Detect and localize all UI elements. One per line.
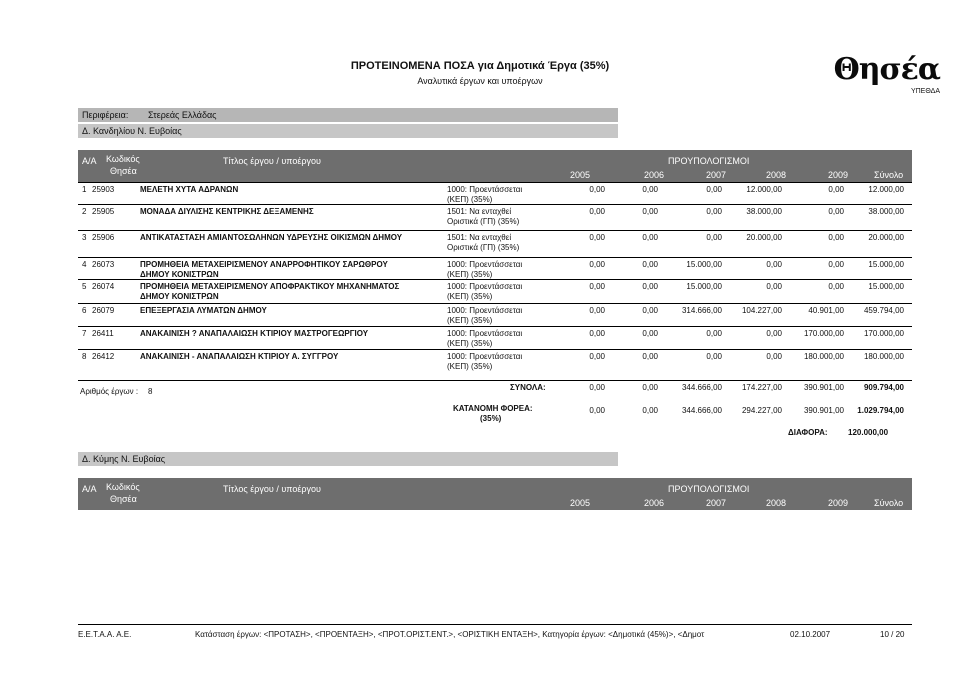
municipality-name: Δ. Κανδηλίου Ν. Ευβοίας (82, 126, 182, 136)
col-2009: 2009 (828, 170, 849, 180)
alloc-label: ΚΑΤΑΝΟΜΗ ΦΟΡΕΑ: (453, 404, 533, 413)
alloc-value: 344.666,00 (681, 406, 722, 415)
cell-v2005: 0,00 (589, 260, 605, 269)
col-owner: Θησέα (110, 166, 137, 176)
cell-v2005: 0,00 (589, 352, 605, 361)
row-divider (78, 257, 912, 258)
cell-v2007: 15.000,00 (686, 282, 722, 291)
col-total: Σύνολο (874, 498, 904, 508)
cell-v2005: 0,00 (589, 233, 605, 242)
cell-status: 1000: Προεντάσσεται (447, 306, 523, 315)
cell-code: 25903 (92, 185, 115, 194)
alloc-value: 1.029.794,00 (857, 406, 904, 415)
logo-subtext: ΥΠΕΘΔΑ (910, 88, 940, 95)
thisea-logo: Θησέα (833, 52, 940, 87)
cell-total: 38.000,00 (868, 207, 904, 216)
row-divider (78, 182, 912, 183)
cell-v2005: 0,00 (589, 185, 605, 194)
cell-v2007: 0,00 (706, 233, 722, 242)
cell-code: 26073 (92, 260, 115, 269)
cell-title: ΜΕΛΕΤΗ ΧΥΤΑ ΑΔΡΑΝΩΝ (140, 185, 239, 194)
col-2008: 2008 (766, 498, 787, 508)
col-2005: 2005 (570, 498, 591, 508)
cell-code: 26079 (92, 306, 115, 315)
totals-value: 0,00 (642, 383, 658, 392)
cell-status-line2: (ΚΕΠ) (35%) (447, 316, 493, 325)
cell-v2005: 0,00 (589, 306, 605, 315)
cell-v2009: 0,00 (828, 260, 844, 269)
col-budget: ΠΡΟΥΠΟΛΟΓΙΣΜΟΙ (668, 156, 750, 166)
project-count-label: Αριθμός έργων : (80, 387, 139, 396)
col-title: Τίτλος έργου / υποέργου (223, 484, 321, 494)
cell-aa: 8 (82, 352, 87, 361)
cell-v2006: 0,00 (642, 260, 658, 269)
totals-value: 909.794,00 (863, 383, 904, 392)
row-divider (78, 303, 912, 304)
cell-total: 15.000,00 (868, 282, 904, 291)
region-value: Στερεάς Ελλάδας (148, 110, 217, 120)
table-header-2 (78, 478, 912, 510)
cell-title: ΠΡΟΜΗΘΕΙΑ ΜΕΤΑΧΕΙΡΙΣΜΕΝΟΥ ΑΠΟΦΡΑΚΤΙΚΟΥ ΜΗΧΑΝΗΜΑΤΟΣ (140, 282, 400, 291)
cell-v2008: 0,00 (766, 352, 782, 361)
cell-code: 25906 (92, 233, 115, 242)
difference-label: ΔΙΑΦΟΡΑ: (788, 428, 828, 437)
cell-status-line2: (ΚΕΠ) (35%) (447, 362, 493, 371)
cell-status: 1501: Να ενταχθεί (447, 207, 512, 216)
cell-title: ΠΡΟΜΗΘΕΙΑ ΜΕΤΑΧΕΙΡΙΣΜΕΝΟΥ ΑΝΑΡΡΟΦΗΤΙΚΟΥ ΣΑΡΩΘΡΟΥ (140, 260, 388, 269)
cell-v2007: 314.666,00 (681, 306, 722, 315)
report-title: ΠΡΟΤΕΙΝΟΜΕΝΑ ΠΟΣΑ για Δημοτικά Έργα (35%) (350, 60, 610, 72)
cell-v2008: 38.000,00 (746, 207, 782, 216)
totals-value: 174.227,00 (741, 383, 782, 392)
cell-status: 1000: Προεντάσσεται (447, 352, 523, 361)
footer-filter: Κατάσταση έργων: <ΠΡΟΤΑΣΗ>, <ΠΡΟΕΝΤΑΞΗ>, <ΠΡΟΤ.ΟΡΙΣΤ.ΕΝΤ.>, <ΟΡΙΣΤΙΚΗ ΕΝΤΑΞΗ>, Κατηγορία έργων: <Δημοτικά (45%)>, <Δημοτ (195, 630, 705, 639)
cell-v2006: 0,00 (642, 233, 658, 242)
cell-v2009: 0,00 (828, 185, 844, 194)
cell-aa: 1 (82, 185, 87, 194)
footer-page: 10 / 20 (880, 630, 905, 639)
cell-title: ΕΠΕΞΕΡΓΑΣΙΑ ΛΥΜΑΤΩΝ ΔΗΜΟΥ (140, 306, 267, 315)
cell-v2009: 170.000,00 (803, 329, 844, 338)
totals-value: 390.901,00 (803, 383, 844, 392)
cell-status: 1501: Να ενταχθεί (447, 233, 512, 242)
cell-v2007: 0,00 (706, 329, 722, 338)
footer-org: Ε.Ε.Τ.Α.Α. Α.Ε. (78, 630, 132, 639)
cell-total: 12.000,00 (868, 185, 904, 194)
cell-v2008: 0,00 (766, 329, 782, 338)
row-divider (78, 349, 912, 350)
cell-v2009: 180.000,00 (803, 352, 844, 361)
cell-aa: 4 (82, 260, 87, 269)
report-subtitle: Αναλυτικά έργων και υποέργων (417, 76, 543, 86)
cell-aa: 2 (82, 207, 87, 216)
cell-status: 1000: Προεντάσσεται (447, 329, 523, 338)
cell-title: ΑΝΑΚΑΙΝΙΣΗ - ΑΝΑΠΑΛΑΙΩΣΗ ΚΤΙΡΙΟΥ Α. ΣΥΓΓΡΟΥ (140, 352, 339, 361)
col-aa: Α/Α (82, 484, 97, 494)
cell-v2007: 0,00 (706, 185, 722, 194)
cell-status-line2: (ΚΕΠ) (35%) (447, 339, 493, 348)
col-code: Κωδικός (106, 154, 140, 164)
cell-v2007: 0,00 (706, 207, 722, 216)
col-2009: 2009 (828, 498, 849, 508)
difference-value: 120.000,00 (848, 428, 889, 437)
col-owner: Θησέα (110, 494, 137, 504)
cell-total: 180.000,00 (863, 352, 904, 361)
col-budget: ΠΡΟΥΠΟΛΟΓΙΣΜΟΙ (668, 484, 750, 494)
cell-v2009: 0,00 (828, 207, 844, 216)
cell-status-line2: Οριστικά (ΓΠ) (35%) (447, 243, 520, 252)
cell-v2008: 0,00 (766, 260, 782, 269)
cell-v2006: 0,00 (642, 282, 658, 291)
cell-v2006: 0,00 (642, 306, 658, 315)
cell-status-line2: (ΚΕΠ) (35%) (447, 292, 493, 301)
row-divider (78, 326, 912, 327)
cell-status-line2: Οριστικά (ΓΠ) (35%) (447, 217, 520, 226)
cell-title: ΜΟΝΑΔΑ ΔΙΥΛΙΣΗΣ ΚΕΝΤΡΙΚΗΣ ΔΕΞΑΜΕΝΗΣ (140, 207, 314, 216)
cell-v2005: 0,00 (589, 282, 605, 291)
cell-aa: 5 (82, 282, 87, 291)
project-count: 8 (148, 387, 153, 396)
cell-v2007: 0,00 (706, 352, 722, 361)
col-aa: Α/Α (82, 156, 97, 166)
totals-label: ΣΥΝΟΛΑ: (510, 383, 546, 392)
row-divider (78, 230, 912, 231)
cell-status-line2: (ΚΕΠ) (35%) (447, 270, 493, 279)
cell-v2009: 40.901,00 (808, 306, 844, 315)
cell-aa: 7 (82, 329, 87, 338)
cell-v2006: 0,00 (642, 207, 658, 216)
col-2007: 2007 (706, 498, 727, 508)
cell-title-line2: ΔΗΜΟΥ ΚΟΝΙΣΤΡΩΝ (140, 270, 219, 279)
cell-code: 26074 (92, 282, 115, 291)
cell-v2009: 0,00 (828, 233, 844, 242)
table-header (78, 150, 912, 182)
footer-divider (78, 624, 912, 625)
cell-aa: 3 (82, 233, 87, 242)
cell-v2008: 20.000,00 (746, 233, 782, 242)
cell-v2009: 0,00 (828, 282, 844, 291)
col-code: Κωδικός (106, 482, 140, 492)
totals-value: 0,00 (589, 383, 605, 392)
col-total: Σύνολο (874, 170, 904, 180)
row-divider (78, 279, 912, 280)
cell-total: 170.000,00 (863, 329, 904, 338)
cell-status: 1000: Προεντάσσεται (447, 185, 523, 194)
cell-v2006: 0,00 (642, 352, 658, 361)
col-2006: 2006 (644, 498, 665, 508)
cell-code: 26411 (92, 329, 114, 338)
alloc-value: 0,00 (589, 406, 605, 415)
totals-value: 344.666,00 (681, 383, 722, 392)
cell-v2005: 0,00 (589, 207, 605, 216)
col-2005: 2005 (570, 170, 591, 180)
cell-status: 1000: Προεντάσσεται (447, 260, 523, 269)
cell-v2007: 15.000,00 (686, 260, 722, 269)
region-bar (78, 108, 618, 122)
alloc-value: 294.227,00 (741, 406, 782, 415)
cell-v2008: 12.000,00 (746, 185, 782, 194)
col-2008: 2008 (766, 170, 787, 180)
alloc-value: 0,00 (642, 406, 658, 415)
cell-v2006: 0,00 (642, 185, 658, 194)
cell-total: 15.000,00 (868, 260, 904, 269)
cell-status: 1000: Προεντάσσεται (447, 282, 523, 291)
row-divider (78, 204, 912, 205)
cell-code: 26412 (92, 352, 115, 361)
region-label: Περιφέρεια: (82, 110, 129, 120)
cell-v2008: 0,00 (766, 282, 782, 291)
cell-aa: 6 (82, 306, 87, 315)
cell-title-line2: ΔΗΜΟΥ ΚΟΝΙΣΤΡΩΝ (140, 292, 219, 301)
municipality-bar (78, 124, 618, 138)
municipality-name-2: Δ. Κύμης Ν. Ευβοίας (82, 454, 166, 464)
cell-total: 20.000,00 (868, 233, 904, 242)
cell-status-line2: (ΚΕΠ) (35%) (447, 195, 493, 204)
cell-v2006: 0,00 (642, 329, 658, 338)
col-2007: 2007 (706, 170, 727, 180)
col-title: Τίτλος έργου / υποέργου (223, 156, 321, 166)
footer-date: 02.10.2007 (790, 630, 831, 639)
summary-divider (78, 380, 912, 381)
municipality-bar-2 (78, 452, 618, 466)
alloc-label-pct: (35%) (480, 414, 502, 423)
cell-v2005: 0,00 (589, 329, 605, 338)
cell-title: ΑΝΤΙΚΑΤΑΣΤΑΣΗ ΑΜΙΑΝΤΟΣΩΛΗΝΩΝ ΥΔΡΕΥΣΗΣ ΟΙΚΙΣΜΩΝ ΔΗΜΟΥ (140, 233, 403, 242)
cell-total: 459.794,00 (863, 306, 904, 315)
alloc-value: 390.901,00 (803, 406, 844, 415)
cell-v2008: 104.227,00 (741, 306, 782, 315)
cell-code: 25905 (92, 207, 115, 216)
col-2006: 2006 (644, 170, 665, 180)
cell-title: ΑΝΑΚΑΙΝΙΣΗ ? ΑΝΑΠΑΛΑΙΩΣΗ ΚΤΙΡΙΟΥ ΜΑΣΤΡΟΓΕΩΡΓΙΟΥ (140, 329, 369, 338)
